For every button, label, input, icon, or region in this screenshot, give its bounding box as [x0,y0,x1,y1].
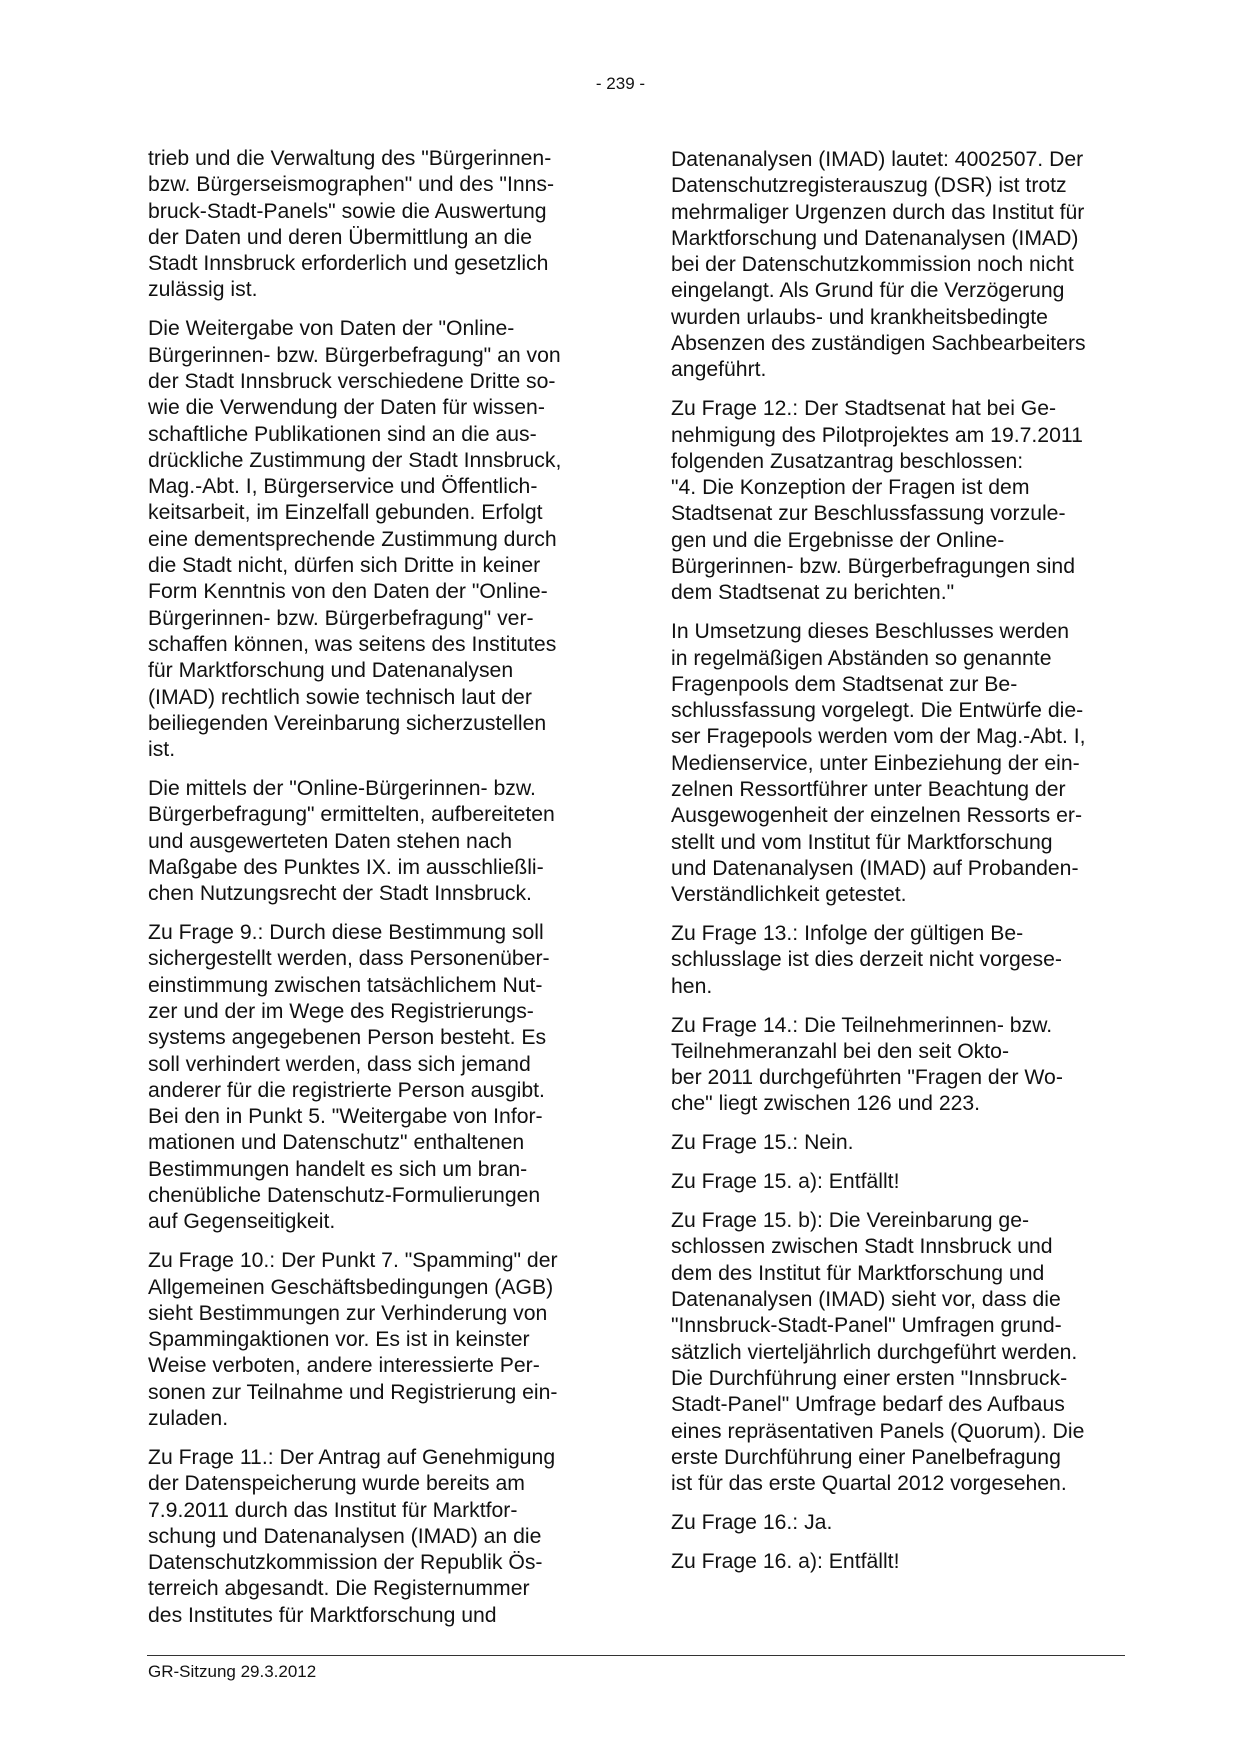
text-line: Weise verboten, andere interessierte Per- [148,1354,540,1378]
text-line: auf Gegenseitigkeit. [148,1210,336,1234]
text-line: schaftliche Publikationen sind an die aus- [148,422,537,446]
text-line: Zu Frage 15.: Nein. [671,1131,854,1155]
text-line: anderer für die registrierte Person ausgibt. [148,1078,545,1102]
text-line: zulässig ist. [148,278,258,302]
text-line: schaffen können, was seitens des Institutes [148,632,557,656]
text-line: soll verhindert werden, dass sich jemand [148,1052,531,1076]
text-line: angeführt. [671,358,767,382]
text-line: und ausgewerteten Daten stehen nach [148,829,512,853]
paragraph [671,1013,1123,1118]
text-line: bei der Datenschutzkommission noch nicht [671,253,1074,277]
text-line: sätzlich vierteljährlich durchgeführt werden. [671,1340,1078,1364]
text-line: Zu Frage 16.: Ja. [671,1511,833,1534]
text-line: für Marktforschung und Datenanalysen [148,659,514,683]
text-line: schlossen zwischen Stadt Innsbruck und [671,1235,1053,1259]
text-line: Absenzen des zuständigen Sachbearbeiters [671,332,1086,356]
text-line: Medienservice, unter Einbeziehung der ein- [671,751,1080,775]
text-line: che" liegt zwischen 126 und 223. [671,1092,981,1116]
text-line: zer und der im Wege des Registrierungs- [148,999,534,1023]
text-line: chen Nutzungsrecht der Stadt Innsbruck. [148,882,532,906]
text-line: der Daten und deren Übermittlung an die [148,225,532,249]
text-line: Mag.-Abt. I, Bürgerservice und Öffentlich- [148,475,538,499]
text-line: "4. Die Konzeption der Fragen ist dem [671,476,1030,500]
text-line: die Stadt nicht, dürfen sich Dritte in keiner [148,554,541,578]
text-line: hen. [671,974,713,998]
text-line: trieb und die Verwaltung des "Bürgerinnen- [148,147,552,170]
text-line: Bürgerbefragung" ermittelten, aufbereiteten [148,803,555,827]
paragraph [671,1208,1123,1497]
text-line: 7.9.2011 durch das Institut für Marktfor- [148,1498,518,1522]
paragraph [671,1549,1123,1575]
text-line: Zu Frage 12.: Der Stadtsenat hat bei Ge- [671,397,1057,421]
text-line: zelnen Ressortführer unter Beachtung der [671,778,1066,802]
text-line: bzw. Bürgerseismographen" und des "Inns- [148,173,555,197]
text-line: Zu Frage 15. b): Die Vereinbarung ge- [671,1209,1030,1233]
text-line: Zu Frage 11.: Der Antrag auf Genehmigung [148,1445,556,1469]
text-line: Stadt-Panel" Umfrage bedarf des Aufbaus [671,1393,1065,1417]
text-line: erste Durchführung einer Panelbefragung [671,1445,1061,1469]
text-line: zuladen. [148,1407,229,1431]
footer-divider [147,1655,1125,1656]
text-line: In Umsetzung dieses Beschlusses werden [671,620,1070,644]
text-line: des Institutes für Marktforschung und [148,1603,497,1627]
text-line: Allgemeinen Geschäftsbedingungen (AGB) [148,1275,554,1299]
text-line: Teilnehmeranzahl bei den seit Okto- [671,1039,1010,1063]
text-line: Die Durchführung einer ersten "Innsbruck- [671,1366,1068,1390]
text-line: Zu Frage 9.: Durch diese Bestimmung soll [148,921,544,945]
text-line: eine dementsprechende Zustimmung durch [148,527,557,551]
paragraph [671,396,1123,606]
text-line: schung und Datenanalysen (IMAD) an die [148,1524,542,1548]
paragraph [671,619,1123,908]
text-line: Zu Frage 14.: Die Teilnehmerinnen- bzw. [671,1013,1053,1037]
text-line: bruck-Stadt-Panels" sowie die Auswertung [148,199,547,223]
text-line: wurden urlaubs- und krankheitsbedingte [671,305,1048,329]
page-number: - 239 - [595,74,646,93]
text-line: chenübliche Datenschutz-Formulierungen [148,1184,541,1208]
text-line: eingelangt. Als Grund für die Verzögerung [671,279,1065,303]
paragraph [671,1130,1123,1156]
text-line: Die mittels der "Online-Bürgerinnen- bzw. [148,777,536,801]
text-line: Die Weitergabe von Daten der "Online- [148,317,515,341]
text-line: Bürgerinnen- bzw. Bürgerbefragungen sind [671,555,1075,579]
paragraph [148,1445,600,1629]
text-line: Maßgabe des Punktes IX. im ausschließli- [148,855,544,879]
text-line: Datenanalysen (IMAD) sieht vor, dass die [671,1288,1061,1312]
text-line: Zu Frage 16. a): Entfällt! [671,1549,900,1573]
text-line: stellt und vom Institut für Marktforschung [671,830,1053,854]
text-line: einstimmung zwischen tatsächlichem Nut- [148,973,543,997]
text-line: sieht Bestimmungen zur Verhinderung von [148,1301,548,1325]
text-line: terreich abgesandt. Die Registernummer [148,1577,530,1601]
text-line: Bei den in Punkt 5. "Weitergabe von Infor- [148,1105,543,1129]
text-line: sonen zur Teilnahme und Registrierung ein- [148,1380,558,1404]
text-line: dem des Institut für Marktforschung und [671,1261,1045,1285]
text-line: ser Fragepools werden vom der Mag.-Abt. I, [671,725,1086,749]
text-line: dem Stadtsenat zu berichten." [671,581,955,605]
text-line: und Datenanalysen (IMAD) auf Probanden- [671,856,1079,880]
paragraph [148,920,600,1236]
text-line: ist. [148,738,176,762]
text-line: nehmigung des Pilotprojektes am 19.7.2011 [671,423,1083,447]
text-line: Datenschutzkommission der Republik Ös- [148,1551,543,1575]
text-line: systems angegebenen Person besteht. Es [148,1026,547,1050]
text-line: in regelmäßigen Abständen so genannte [671,646,1052,670]
text-line: Fragenpools dem Stadtsenat zur Be- [671,672,1018,696]
text-line: schlussfassung vorgelegt. Die Entwürfe die- [671,699,1084,723]
text-line: Verständlichkeit getestet. [671,883,907,907]
text-line: Stadt Innsbruck erforderlich und gesetzlich [148,252,549,276]
text-line: Spammingaktionen vor. Es ist in keinster [148,1328,530,1352]
text-line: mehrmaliger Urgenzen durch das Institut für [671,200,1085,224]
text-line: schlusslage ist dies derzeit nicht vorgese- [671,948,1062,972]
text-line: Bestimmungen handelt es sich um bran- [148,1157,528,1181]
text-line: keitsarbeit, im Einzelfall gebunden. Erfolgt [148,501,543,525]
paragraph [671,921,1123,1000]
text-line: (IMAD) rechtlich sowie technisch laut der [148,685,532,709]
paragraph [148,146,600,304]
text-line: eines repräsentativen Panels (Quorum). Die [671,1419,1085,1443]
text-line: Stadtsenat zur Beschlussfassung vorzule- [671,502,1066,526]
text-line: Zu Frage 15. a): Entfällt! [671,1170,900,1194]
paragraph [671,1510,1123,1536]
text-line: beiliegenden Vereinbarung sicherzustellen [148,711,547,735]
text-line: Bürgerinnen- bzw. Bürgerbefragung" an von [148,343,561,367]
paragraph [148,316,600,763]
text-line: ist für das erste Quartal 2012 vorgesehen. [671,1472,1067,1496]
text-line: der Stadt Innsbruck verschiedene Dritte so- [148,369,556,393]
text-line: mationen und Datenschutz" enthaltenen [148,1131,525,1155]
text-line: Form Kenntnis von den Daten der "Online- [148,580,548,604]
text-line: der Datenspeicherung wurde bereits am [148,1472,525,1496]
text-line: Bürgerinnen- bzw. Bürgerbefragung" ver- [148,606,534,630]
text-line: "Innsbruck-Stadt-Panel" Umfragen grund- [671,1314,1062,1338]
left-column [148,146,600,1642]
text-line: Ausgewogenheit der einzelnen Ressorts er- [671,804,1083,828]
text-line: wie die Verwendung der Daten für wissen- [148,396,545,420]
text-line: Zu Frage 13.: Infolge der gültigen Be- [671,922,1024,946]
text-line: Zu Frage 10.: Der Punkt 7. "Spamming" der [148,1249,558,1273]
text-line: Marktforschung und Datenanalysen (IMAD) [671,226,1079,250]
text-line: Datenanalysen (IMAD) lautet: 4002507. Der [671,148,1084,171]
paragraph [148,1248,600,1432]
text-line: folgenden Zusatzantrag beschlossen: [671,449,1024,473]
text-line: gen und die Ergebnisse der Online- [671,528,1005,552]
paragraph [671,147,1123,384]
paragraph [148,776,600,907]
footer-text: GR-Sitzung 29.3.2012 [148,1662,317,1681]
right-column [671,147,1123,1588]
text-line: drückliche Zustimmung der Stadt Innsbruck, [148,448,562,472]
text-line: sichergestellt werden, dass Personenüber- [148,947,550,971]
text-line: Datenschutzregisterauszug (DSR) ist trotz [671,174,1067,198]
text-line: ber 2011 durchgeführten "Fragen der Wo- [671,1066,1063,1090]
paragraph [671,1169,1123,1195]
